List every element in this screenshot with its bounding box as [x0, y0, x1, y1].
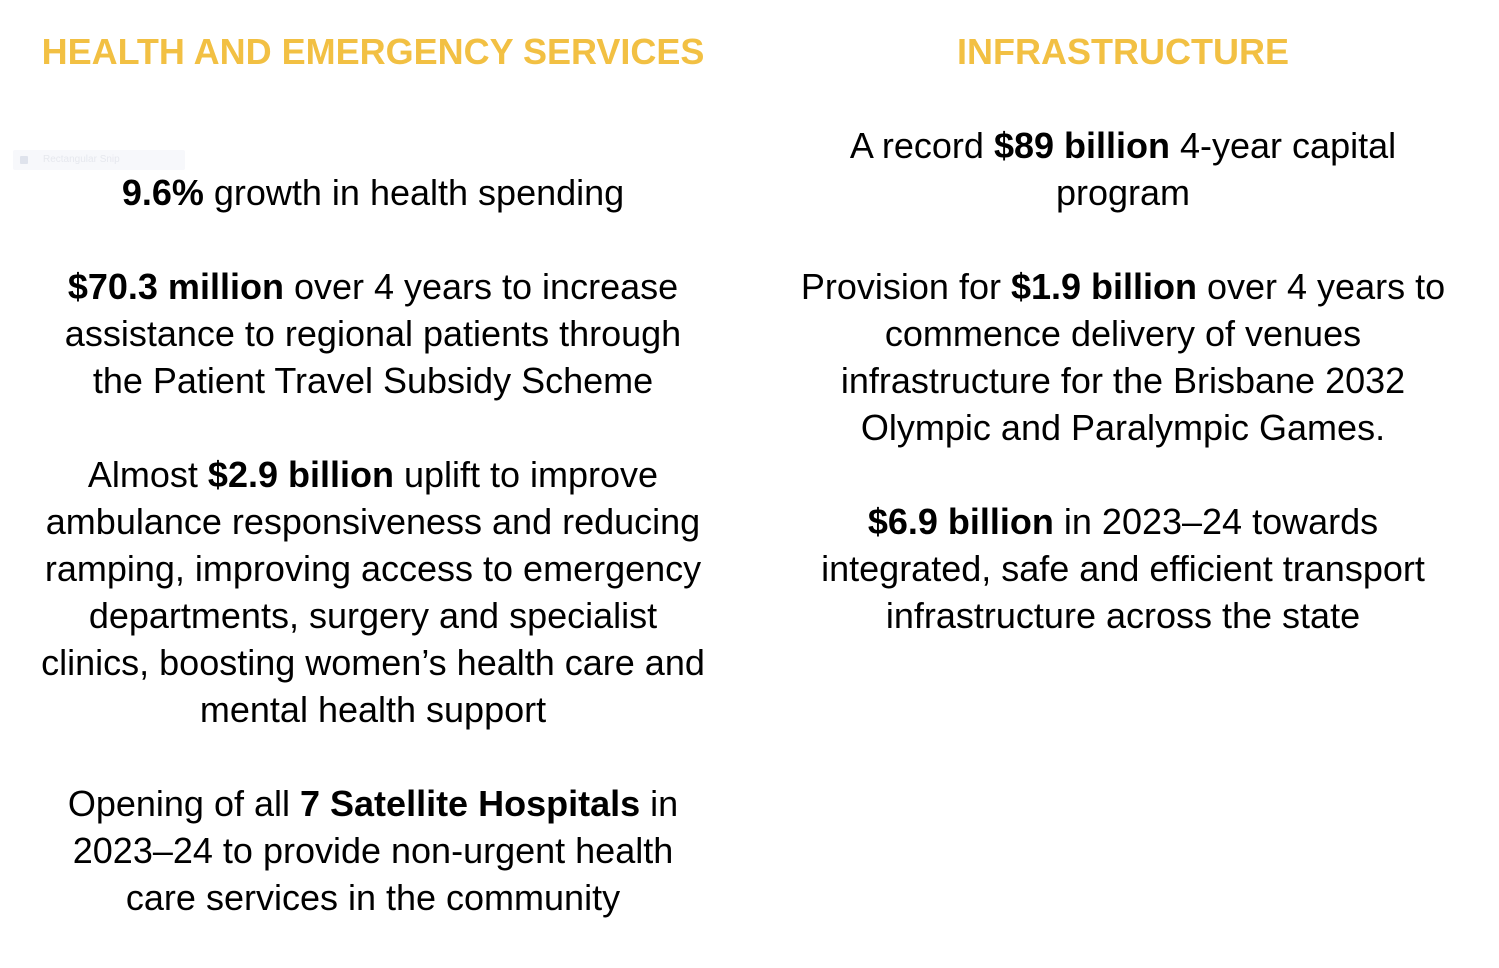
item-suffix: growth in health spending: [203, 172, 625, 213]
item-highlight: $2.9 billion: [207, 454, 394, 495]
item-prefix: A record: [849, 125, 994, 166]
snip-tool-tab[interactable]: [13, 150, 185, 170]
item-suffix: 4-year capital program: [1055, 125, 1397, 213]
item-prefix: Opening of all: [67, 783, 300, 824]
item-suffix: over 4 years to commence delivery of venues infrastructure for the Brisbane 2032 Olympic and Paralympic Games.: [840, 266, 1446, 448]
health-emergency-heading: HEALTH AND EMERGENCY SERVICES: [41, 31, 705, 72]
item-highlight: 7 Satellite Hospitals: [300, 783, 641, 824]
infrastructure-heading: INFRASTRUCTURE: [957, 31, 1289, 72]
health-emergency-items: [40, 169, 706, 968]
health-item-patient-travel: [40, 263, 706, 404]
item-highlight: $89 billion: [993, 125, 1170, 166]
item-suffix: in 2023–24 towards integrated, safe and efficient transport infrastructure across the state: [821, 501, 1425, 636]
item-highlight: $1.9 billion: [1010, 266, 1197, 307]
health-item-satellite-hospitals: [40, 780, 706, 921]
health-item-spending-growth: [40, 169, 706, 216]
scissors-icon: [20, 156, 28, 164]
item-highlight: $70.3 million: [67, 266, 284, 307]
item-suffix: over 4 years to increase assistance to regional patients through the Patient Travel Subsidy Scheme: [64, 266, 682, 401]
item-prefix: Almost: [87, 454, 208, 495]
health-item-ambulance-uplift: [40, 451, 706, 733]
infra-item-transport: [790, 498, 1456, 639]
item-suffix: uplift to improve ambulance responsiveness and reducing ramping, improving access to emergency departments, surgery and specialist clinics, boosting women’s health care and mental health support: [41, 454, 705, 730]
item-suffix: in 2023–24 to provide non-urgent health care services in the community: [72, 783, 679, 918]
infra-item-capital-program: [790, 122, 1456, 216]
item-prefix: Provision for: [800, 266, 1011, 307]
infrastructure-items: [790, 122, 1456, 686]
snip-tool-label: Rectangular Snip: [43, 154, 120, 165]
infra-item-olympic-venues: [790, 263, 1456, 451]
item-highlight: $6.9 billion: [867, 501, 1054, 542]
item-highlight: 9.6%: [121, 172, 204, 213]
